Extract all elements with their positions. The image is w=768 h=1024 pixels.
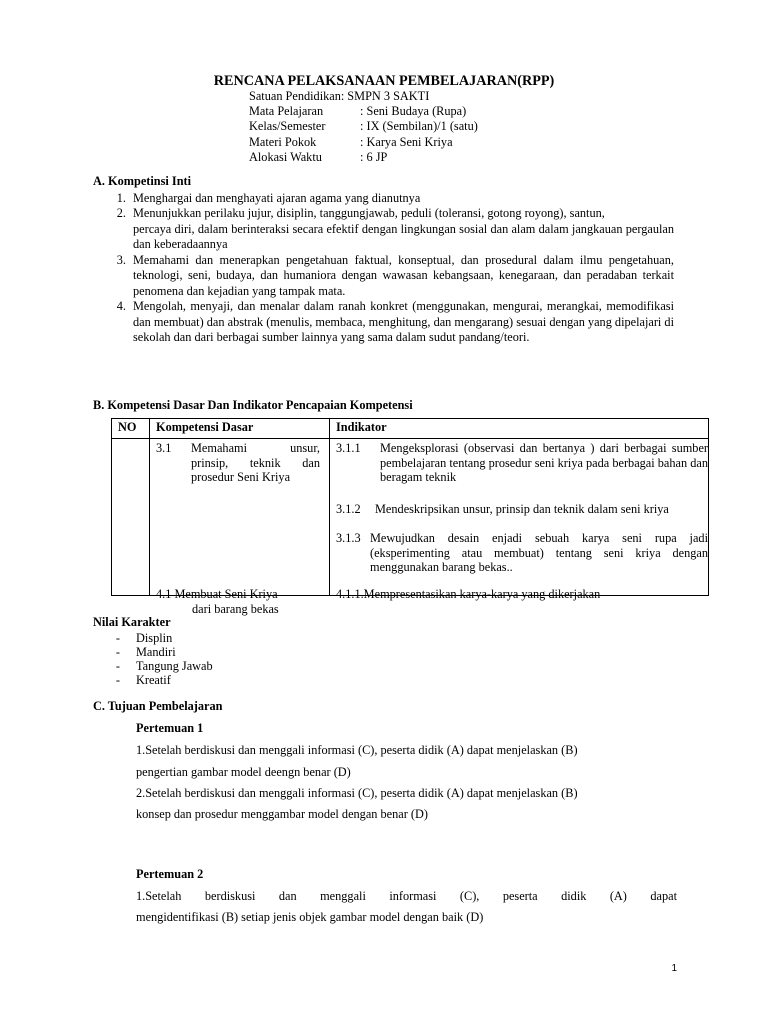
tujuan-line: mengidentifikasi (B) setiap jenis objek gambar model dengan baik (D) [136, 910, 484, 924]
tujuan-line: 2.Setelah berdiskusi dan menggali informasi (C), peserta didik (A) dapat menjelaskan (B) [136, 786, 578, 800]
kd-entry-4-1 [156, 587, 322, 616]
pertemuan-1-heading: Pertemuan 1 [136, 721, 204, 735]
list-item-label: Tangung Jawab [136, 658, 213, 673]
ki-line: percaya diri, dalam berinteraksi secara efektif dengan lingkungan sosial dan alam dalam jangkauan pergaulan dan keberadaannya [133, 221, 674, 251]
meta-row-mapel [249, 104, 478, 119]
kompetensi-dasar-heading: B. Kompetensi Dasar Dan Indikator Pencapaian Kompetensi [93, 398, 413, 412]
meta-value: SMPN 3 SAKTI [347, 89, 430, 103]
ki-line: Menunjukkan perilaku jujur, disiplin, tanggungjawab, peduli (toleransi, gotong royong), santun, [133, 206, 605, 220]
ki-list [93, 191, 677, 346]
kd-text: dari barang bekas [192, 601, 279, 616]
nilai-karakter-section [93, 615, 213, 687]
section-heading: Nilai Karakter [93, 615, 171, 629]
tujuan-line: 1.Setelah berdiskusi dan menggali informasi (C), peserta didik (A) dapat [136, 889, 677, 903]
indicator-number: 4.1.1. [336, 587, 364, 601]
meta-label: Kelas/Semester [249, 119, 326, 134]
tujuan-line: 1.Setelah berdiskusi dan menggali informasi (C), peserta didik (A) dapat menjelaskan (B) [136, 743, 578, 757]
column-header-no: NO [112, 419, 150, 439]
list-item-label: Displin [136, 630, 173, 645]
tujuan-heading: C. Tujuan Pembelajaran [93, 699, 223, 713]
dash-bullet-icon: - [115, 644, 120, 659]
meta-label: Materi Pokok [249, 134, 317, 149]
list-item-label: Kreatif [136, 672, 171, 687]
list-item [93, 631, 213, 645]
tujuan-line: pengertian gambar model deengn benar (D) [136, 765, 351, 779]
ki-text [133, 191, 674, 207]
meta-value: : Karya Seni Kriya [360, 134, 453, 149]
table-header-row [112, 419, 709, 439]
meta-label: Satuan Pendidikan: [249, 89, 345, 103]
kd-cell [150, 439, 330, 616]
indicator-4-1-1 [336, 587, 708, 602]
ki-item-2 [93, 206, 677, 253]
indicator-number: 3.1.3 [336, 531, 361, 545]
ki-text [133, 253, 674, 300]
list-item-label: Mandiri [136, 644, 176, 659]
list-number: 4. [116, 299, 126, 313]
pertemuan-2-heading: Pertemuan 2 [136, 867, 204, 881]
table-row [112, 439, 709, 596]
tujuan-line: konsep dan prosedur menggambar model dengan benar (D) [136, 807, 428, 821]
ki-text [133, 299, 674, 346]
ki-text [133, 206, 674, 253]
indicator-number: 3.1.1 [336, 441, 361, 455]
meta-value: : Seni Budaya (Rupa) [360, 104, 467, 119]
meta-value: : IX (Sembilan)/1 (satu) [360, 119, 478, 134]
list-number: 1. [116, 190, 126, 205]
indicator-text: Mewujudkan desain enjadi sebuah karya seni rupa jadi (eksperimenting atau membuat) tentang seni kriya dengan menggunakan barang bekas.. [370, 531, 708, 574]
kd-entry-3-1 [156, 441, 320, 485]
dash-bullet-icon: - [115, 630, 120, 645]
list-item [93, 673, 213, 687]
column-header-indikator: Indikator [330, 419, 709, 439]
indikator-cell [330, 439, 709, 601]
ki-line: Mengolah, menyaji, dan menalar dalam ranah konkret (menggunakan, mengurai, merangkai, memodifikasi dan membuat) dan abstrak (menulis, membaca, menghitung, dan mengarang) sesuai dengan yang dipelajari di sekolah dan dari berbagai sumber lainnya yang sama dalam sudut pandang/teori. [133, 299, 674, 344]
meta-row-alokasi [249, 150, 478, 165]
kd-number: 3.1 [156, 441, 172, 455]
meta-label: Alokasi Waktu [249, 149, 322, 164]
list-number: 2. [116, 206, 126, 220]
indicator-number: 3.1.2 [336, 502, 361, 516]
indicator-text: Mengeksplorasi (observasi dan bertanya ) dari berbagai sumber pembelajaran tentang prosedur seni kriya pada berbagai bahan dan beragam teknik [380, 441, 708, 484]
list-item [93, 645, 213, 659]
dash-bullet-icon: - [115, 658, 120, 673]
meta-row-materi [249, 135, 478, 150]
meta-row-kelas [249, 119, 478, 134]
meta-row-satuan [249, 89, 478, 104]
kd-text: 4.1 Membuat Seni Kriya [156, 587, 278, 601]
ki-line: Memahami dan menerapkan pengetahuan faktual, konseptual, dan prosedural dalam ilmu pengetahuan, teknologi, seni, budaya, dan humaniora dengan wawasan kebangsaan, kenegaraan, dan peradaban terkait penomena dan kejadian yang tampak mata. [133, 252, 674, 298]
ki-item-4 [93, 299, 677, 346]
list-item [93, 659, 213, 673]
indicator-text: Mempresentasikan karya-karya yang dikerjakan [363, 587, 601, 601]
ki-item-1 [93, 191, 677, 207]
ki-line: Menghargai dan menghayati ajaran agama yang dianutnya [133, 190, 421, 205]
indicator-3-1-2 [336, 502, 708, 517]
kd-table [111, 418, 709, 616]
column-header-kd: Kompetensi Dasar [150, 419, 330, 439]
indicator-text: Mendeskripsikan unsur, prinsip dan teknik dalam seni kriya [375, 502, 669, 516]
meta-label: Mata Pelajaran [249, 104, 324, 119]
kompetensi-inti-section [93, 174, 677, 346]
document-title: RENCANA PELAKSANAAN PEMBELAJARAN(RPP) [213, 73, 555, 89]
indicator-3-1-3 [336, 531, 708, 575]
page-number: 1 [671, 963, 677, 974]
ki-item-3 [93, 253, 677, 300]
list-number: 3. [116, 252, 126, 267]
dash-bullet-icon: - [115, 672, 120, 687]
section-heading: A. Kompetinsi Inti [93, 174, 192, 188]
indicator-3-1-1 [336, 441, 708, 485]
nilai-list [93, 631, 213, 687]
meta-value: : 6 JP [360, 149, 388, 164]
kd-text: Memahami unsur, prinsip, teknik dan prosedur Seni Kriya [191, 441, 320, 484]
document-meta [249, 89, 478, 165]
no-cell [112, 439, 150, 596]
